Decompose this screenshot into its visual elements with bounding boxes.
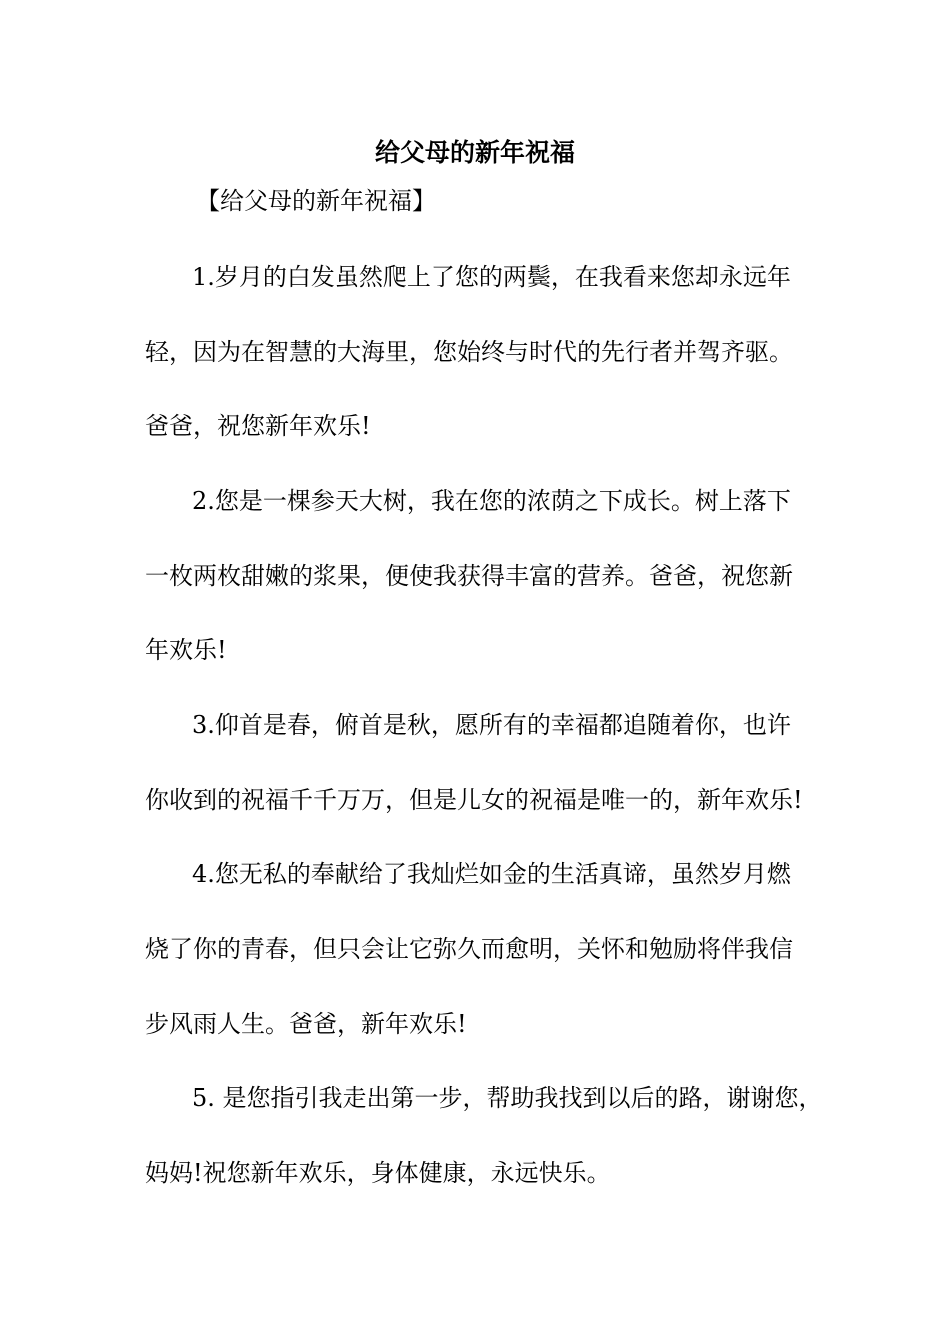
paragraph-1-line-3: 爸爸，祝您新年欢乐!: [145, 412, 371, 440]
paragraph-5-line-2: 妈妈!祝您新年欢乐，身体健康，永远快乐。: [145, 1159, 611, 1187]
paragraph-3-line-2: 你收到的祝福千千万万，但是儿女的祝福是唯一的，新年欢乐!: [145, 786, 803, 814]
document-subtitle: 【给父母的新年祝福】: [196, 187, 436, 215]
paragraph-2-line-3: 年欢乐!: [145, 636, 227, 664]
paragraph-3-line-1: 3.仰首是春，俯首是秋，愿所有的幸福都追随着你，也许: [192, 711, 791, 739]
paragraph-2-line-1: 2.您是一棵参天大树，我在您的浓荫之下成长。树上落下: [192, 487, 791, 515]
paragraph-2-line-2: 一枚两枚甜嫩的浆果，便使我获得丰富的营养。爸爸，祝您新: [145, 562, 793, 590]
paragraph-4-line-1: 4.您无私的奉献给了我灿烂如金的生活真谛，虽然岁月燃: [192, 860, 791, 888]
paragraph-1-line-1: 1.岁月的白发虽然爬上了您的两鬓，在我看来您却永远年: [192, 263, 791, 291]
document-title: 给父母的新年祝福: [374, 138, 575, 167]
paragraph-4-line-2: 烧了你的青春，但只会让它弥久而愈明，关怀和勉励将伴我信: [145, 935, 793, 963]
paragraph-5-line-1: 5. 是您指引我走出第一步，帮助我找到以后的路，谢谢您，: [192, 1084, 823, 1112]
paragraph-4-line-3: 步风雨人生。爸爸，新年欢乐!: [145, 1010, 467, 1038]
paragraph-1-line-2: 轻，因为在智慧的大海里，您始终与时代的先行者并驾齐驱。: [145, 338, 793, 366]
